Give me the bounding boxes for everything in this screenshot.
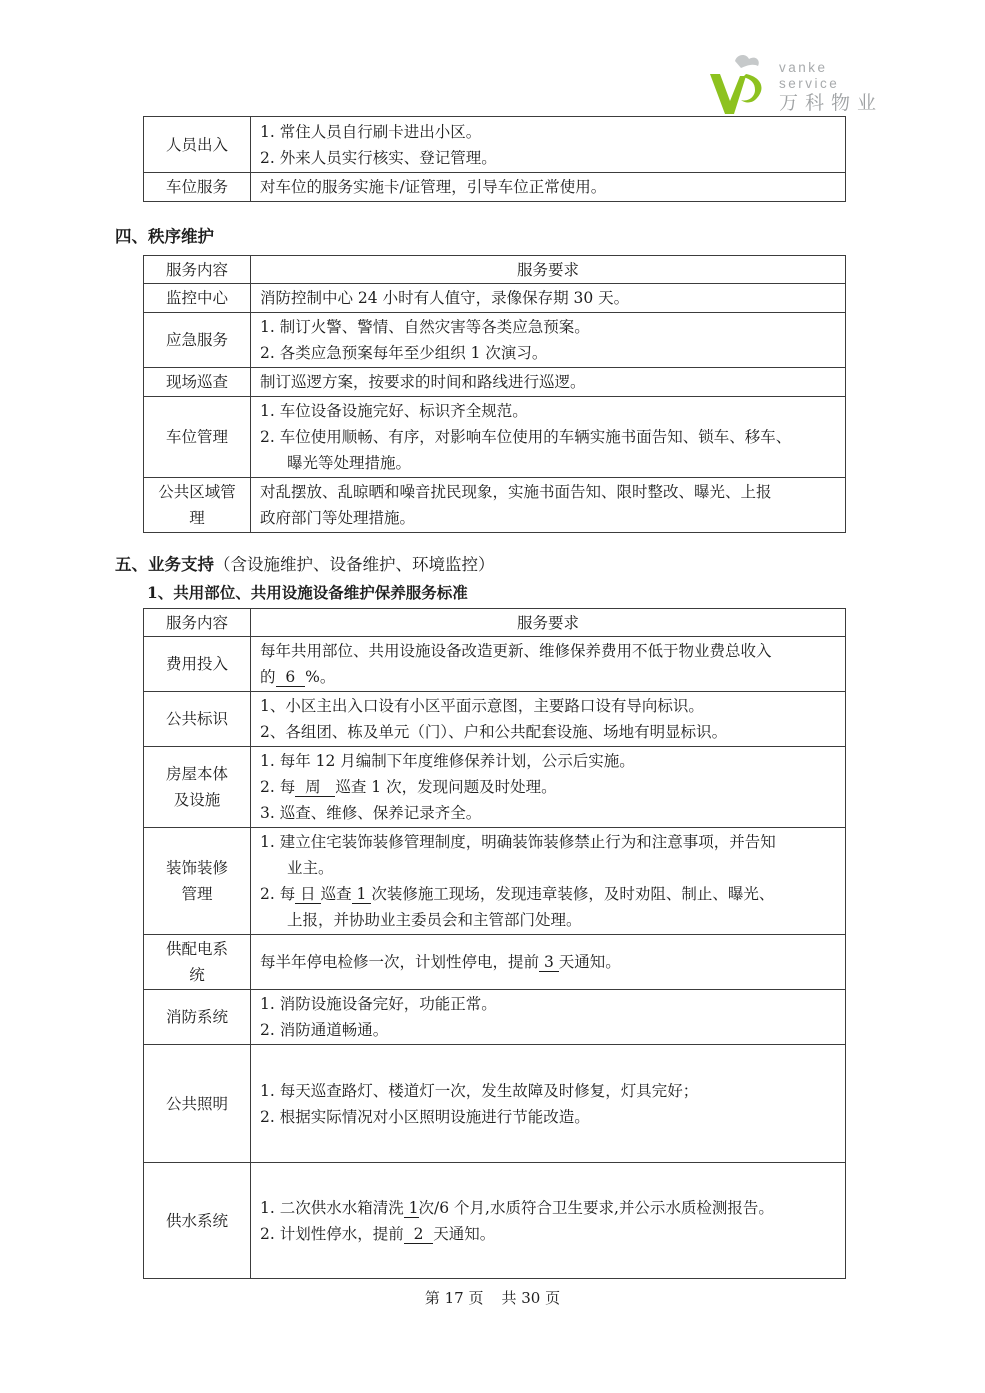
underlined-value: 6 [275,668,306,686]
page-total: 共 30 页 [501,1289,561,1307]
table-header-row [144,609,846,637]
underlined-value: 周 [295,778,336,796]
service-requirement-cell [251,478,846,533]
service-requirement-cell [251,1163,846,1279]
requirement-line: 1. 每年 12 月编制下年度维修保养计划，公示后实施。 [260,752,635,770]
service-requirement-cell [251,117,846,173]
service-item-label: 装饰装修 管理 [144,828,251,935]
service-item-label: 人员出入 [144,117,251,173]
table-row [144,990,846,1045]
requirement-line: 对乱摆放、乱晾晒和噪音扰民现象，实施书面告知、限时整改、曝光、上报 [260,483,772,501]
vanke-logo [708,52,888,118]
requirement-line: 1. 消防设施设备完好，功能正常。 [260,995,497,1013]
section5-subheading: 1、共用部位、共用设施设备维护保养服务标准 [147,583,468,602]
column-header-requirement: 服务要求 [251,256,846,284]
table-row [144,828,846,935]
service-item-label: 消防系统 [144,990,251,1045]
requirement-line: 2. 车位使用顺畅、有序，对影响车位使用的车辆实施书面告知、锁车、移车、 [260,428,792,446]
requirement-line: 2. 消防通道畅通。 [260,1021,389,1039]
requirement-line: 曝光等处理措施。 [287,454,412,472]
vanke-brand-en: vanke service [779,60,840,91]
service-item-label: 车位服务 [144,173,251,202]
requirement-line: 制订巡逻方案，按要求的时间和路线进行巡逻。 [260,373,586,391]
order-maintenance-table [143,255,846,533]
table-row [144,478,846,533]
service-item-label: 供配电系 统 [144,935,251,990]
page-footer [0,1287,985,1308]
requirement-line: 3. 巡查、维修、保养记录齐全。 [260,804,482,822]
service-requirement-cell [251,284,846,313]
service-item-label: 公共照明 [144,1045,251,1163]
service-requirement-cell [251,173,846,202]
table-row [144,313,846,368]
underlined-value: 1 [351,885,372,903]
maintenance-standard-table [143,608,846,1279]
requirement-line: 2、各组团、栋及单元（门）、户和公共配套设施、场地有明显标识。 [260,723,728,741]
carryover-table [143,116,846,202]
service-item-label: 公共标识 [144,692,251,747]
underlined-value: 2 [403,1224,434,1243]
service-item-label: 应急服务 [144,313,251,368]
table-row [144,284,846,313]
table-row [144,747,846,828]
underlined-value: 1 [403,1198,419,1217]
requirement-line: 每半年停电检修一次，计划性停电，提前 3 天通知。 [260,953,621,971]
vanke-brand-cn: 万科物业 [779,93,884,114]
vanke-logo-icon [708,52,770,118]
section5-heading-paren: （含设施维护、设备维护、环境监控） [214,555,495,574]
requirement-line: 1. 车位设备设施完好、标识齐全规范。 [260,402,528,420]
requirement-line: 2. 每 日 巡查 1 次装修施工现场，发现违章装修，及时劝阻、制止、曝光、 [260,885,775,903]
column-header-content: 服务内容 [144,609,251,637]
requirement-line: 1. 二次供水水箱清洗 1次/6 个月,水质符合卫生要求,并公示水质检测报告。 [260,1198,774,1217]
service-item-label: 监控中心 [144,284,251,313]
section5-heading-main: 五、业务支持 [115,555,214,574]
requirement-line: 1. 制订火警、警情、自然灾害等各类应急预案。 [260,318,590,336]
service-requirement-cell [251,692,846,747]
service-requirement-cell [251,828,846,935]
column-header-content: 服务内容 [144,256,251,284]
requirement-line: 1. 每天巡查路灯、楼道灯一次，发生故障及时修复，灯具完好； [260,1081,699,1100]
requirement-line: 对车位的服务实施卡/证管理，引导车位正常使用。 [260,178,607,196]
requirement-line: 2. 计划性停水，提前 2 天通知。 [260,1224,496,1243]
requirement-line: 2. 外来人员实行核实、登记管理。 [260,148,497,167]
underlined-value: 日 [295,885,321,903]
service-item-label: 车位管理 [144,397,251,478]
service-requirement-cell [251,990,846,1045]
service-requirement-cell [251,313,846,368]
service-requirement-cell [251,1045,846,1163]
table-row [144,935,846,990]
service-item-label: 房屋本体 及设施 [144,747,251,828]
table-row [144,173,846,202]
table-row [144,397,846,478]
section5-heading [115,554,495,576]
requirement-line: 的 6 %。 [260,668,336,686]
table-row [144,1163,846,1279]
table-row [144,117,846,173]
requirement-line: 政府部门等处理措施。 [260,509,416,527]
bird-icon [735,55,759,68]
v-glyph [710,74,746,114]
requirement-line: 每年共用部位、共用设施设备改造更新、维修保养费用不低于物业费总收入 [260,642,772,660]
table-header-row [144,256,846,284]
service-item-label: 费用投入 [144,637,251,692]
service-item-label: 供水系统 [144,1163,251,1279]
column-header-requirement: 服务要求 [251,609,846,637]
vanke-logo-text [779,60,888,118]
requirement-line: 2. 各类应急预案每年至少组织 1 次演习。 [260,344,548,362]
requirement-line: 消防控制中心 24 小时有人值守，录像保存期 30 天。 [260,289,630,307]
requirement-line: 1、小区主出入口设有小区平面示意图，主要路口设有导向标识。 [260,697,704,715]
service-requirement-cell [251,935,846,990]
section4-heading: 四、秩序维护 [115,227,214,246]
table-row [144,692,846,747]
requirement-line: 1. 常住人员自行刷卡进出小区。 [260,122,482,141]
requirement-line: 上报，并协助业主委员会和主管部门处理。 [287,911,582,929]
underlined-value: 3 [539,953,559,971]
service-item-label: 现场巡查 [144,368,251,397]
service-requirement-cell [251,637,846,692]
service-item-label: 公共区域管 理 [144,478,251,533]
page-number: 第 17 页 [424,1289,484,1307]
requirement-line: 业主。 [287,859,334,877]
requirement-line: 1. 建立住宅装饰装修管理制度，明确装饰装修禁止行为和注意事项，并告知 [260,833,776,851]
table-row [144,368,846,397]
requirement-line: 2. 每 周 巡查 1 次，发现问题及时处理。 [260,778,557,796]
service-requirement-cell [251,397,846,478]
table-row [144,1045,846,1163]
table-row [144,637,846,692]
service-requirement-cell [251,368,846,397]
service-requirement-cell [251,747,846,828]
requirement-line: 2. 根据实际情况对小区照明设施进行节能改造。 [260,1107,590,1126]
